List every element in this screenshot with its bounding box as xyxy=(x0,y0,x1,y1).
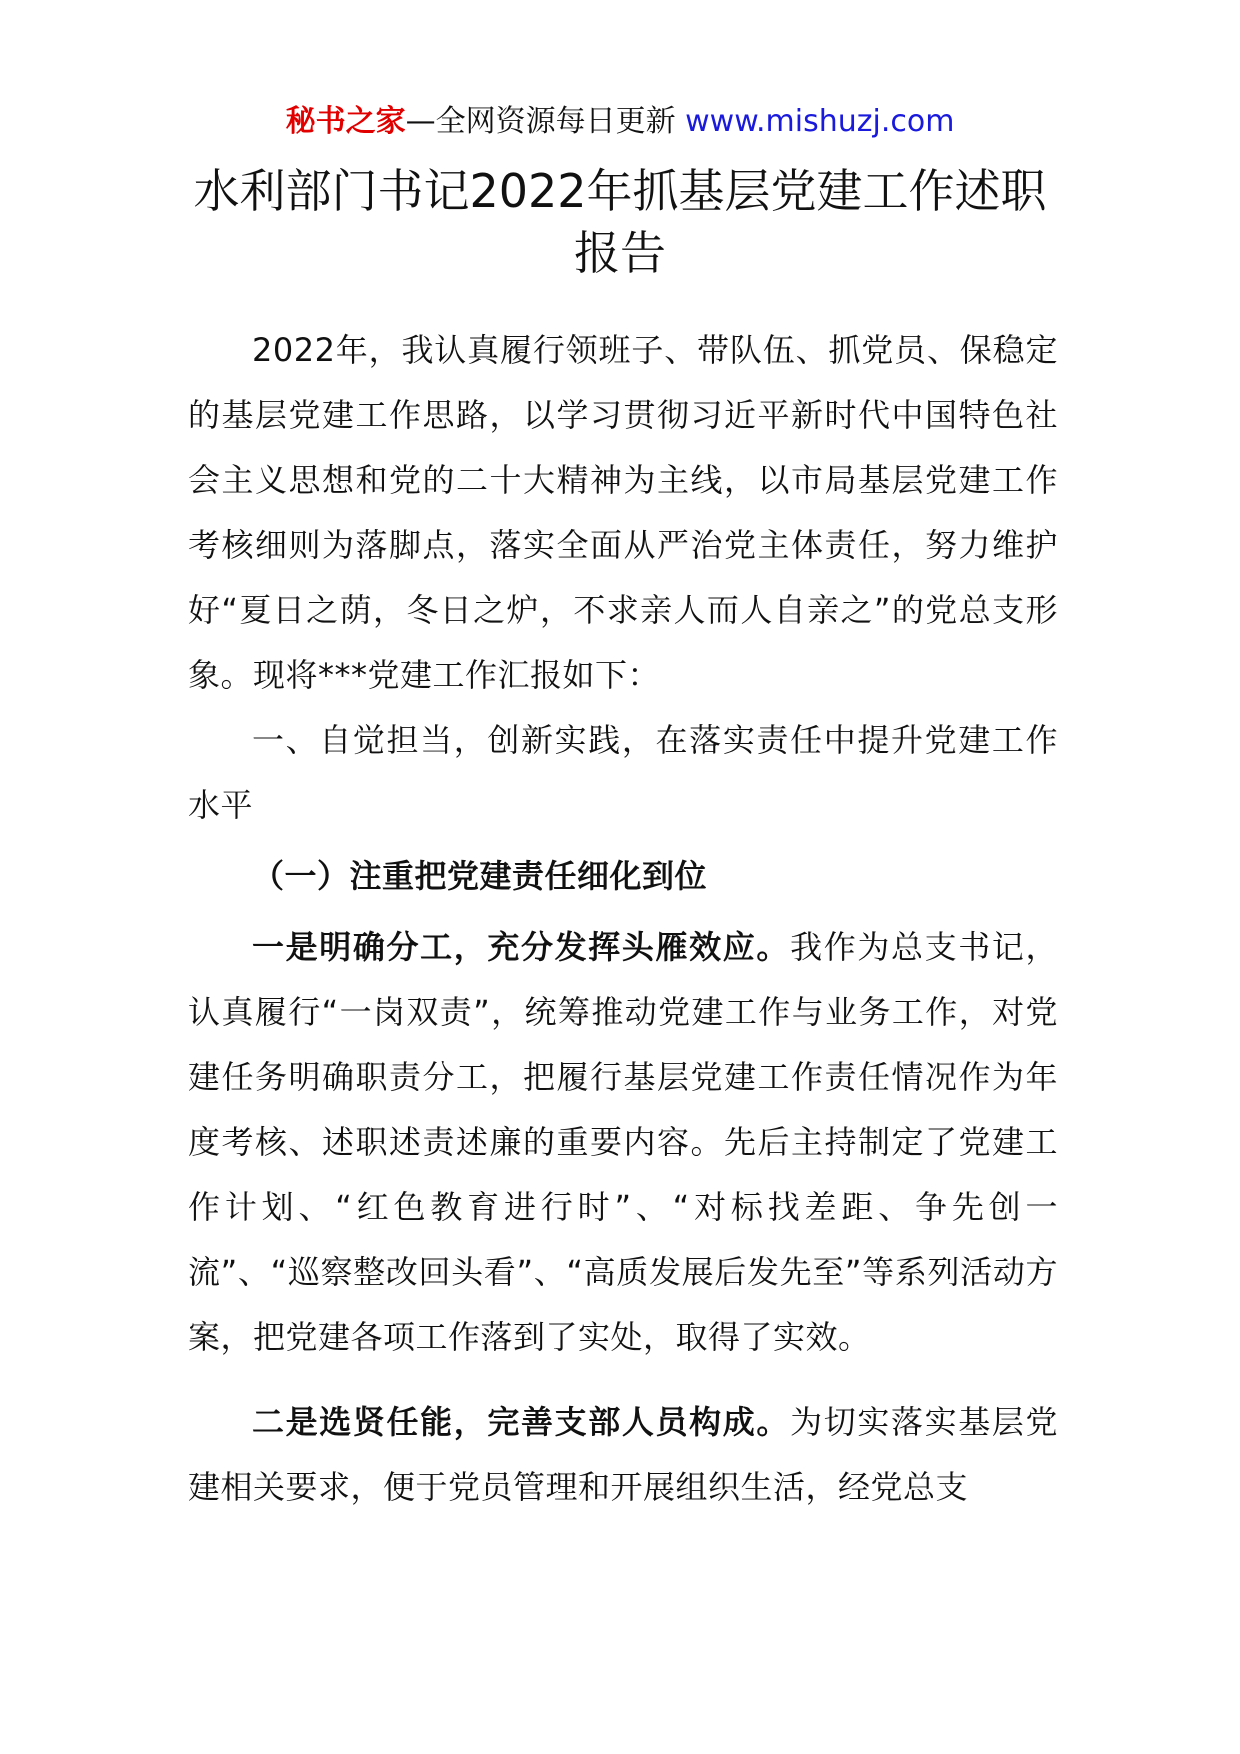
brand-name: 秘书之家 xyxy=(285,104,406,139)
point-text-1: 我作为总支书记，认真履行“一岗双责”，统筹推动党建工作与业务工作，对党建任务明确职责分工，把履行基层党建工作责任情况作为年度考核、述职述责述廉的重要内容。先后主持制定了党建工作计划、“红色教育进行时”、“对标找差距、争先创一流”、“巡察整改回头看”、“高质发展后发先至”等系列活动方案，把党建各项工作落到了实处，取得了实效。 xyxy=(188,928,1058,1356)
subsection-heading: （一）注重把党建责任细化到位 xyxy=(252,857,708,895)
section-heading: 一、自觉担当，创新实践，在落实责任中提升党建工作水平 xyxy=(188,721,1058,824)
intro-paragraph: 2022年，我认真履行领班子、带队伍、抓党员、保稳定的基层党建工作思路，以学习贯彻习近平新时代中国特色社会主义思想和党的二十大精神为主线，以市局基层党建工作考核细则为落脚点，落实全面从严治党主体责任，努力维护好“夏日之荫，冬日之炉，不求亲人而人自亲之”的党总支形象。现将***党建工作汇报如下： xyxy=(188,331,1058,694)
site-header xyxy=(0,100,1240,144)
point-paragraph-1 xyxy=(188,915,1058,1370)
point-lead-2: 二是选贤任能，完善支部人员构成。 xyxy=(252,1403,791,1441)
point-lead-1: 一是明确分工，充分发挥头雁效应。 xyxy=(252,928,791,966)
document-body xyxy=(188,318,1058,1520)
point-paragraph-2 xyxy=(188,1390,1058,1520)
header-tagline: —全网资源每日更新 xyxy=(405,104,676,139)
site-url-link[interactable]: www.mishuzj.com xyxy=(685,104,955,139)
document-title: 水利部门书记2022年抓基层党建工作述职报告 xyxy=(193,164,1047,280)
point-text-2: 为切实落实基层党建相关要求，便于党员管理和开展组织生活，经党总支 xyxy=(188,1403,1058,1506)
